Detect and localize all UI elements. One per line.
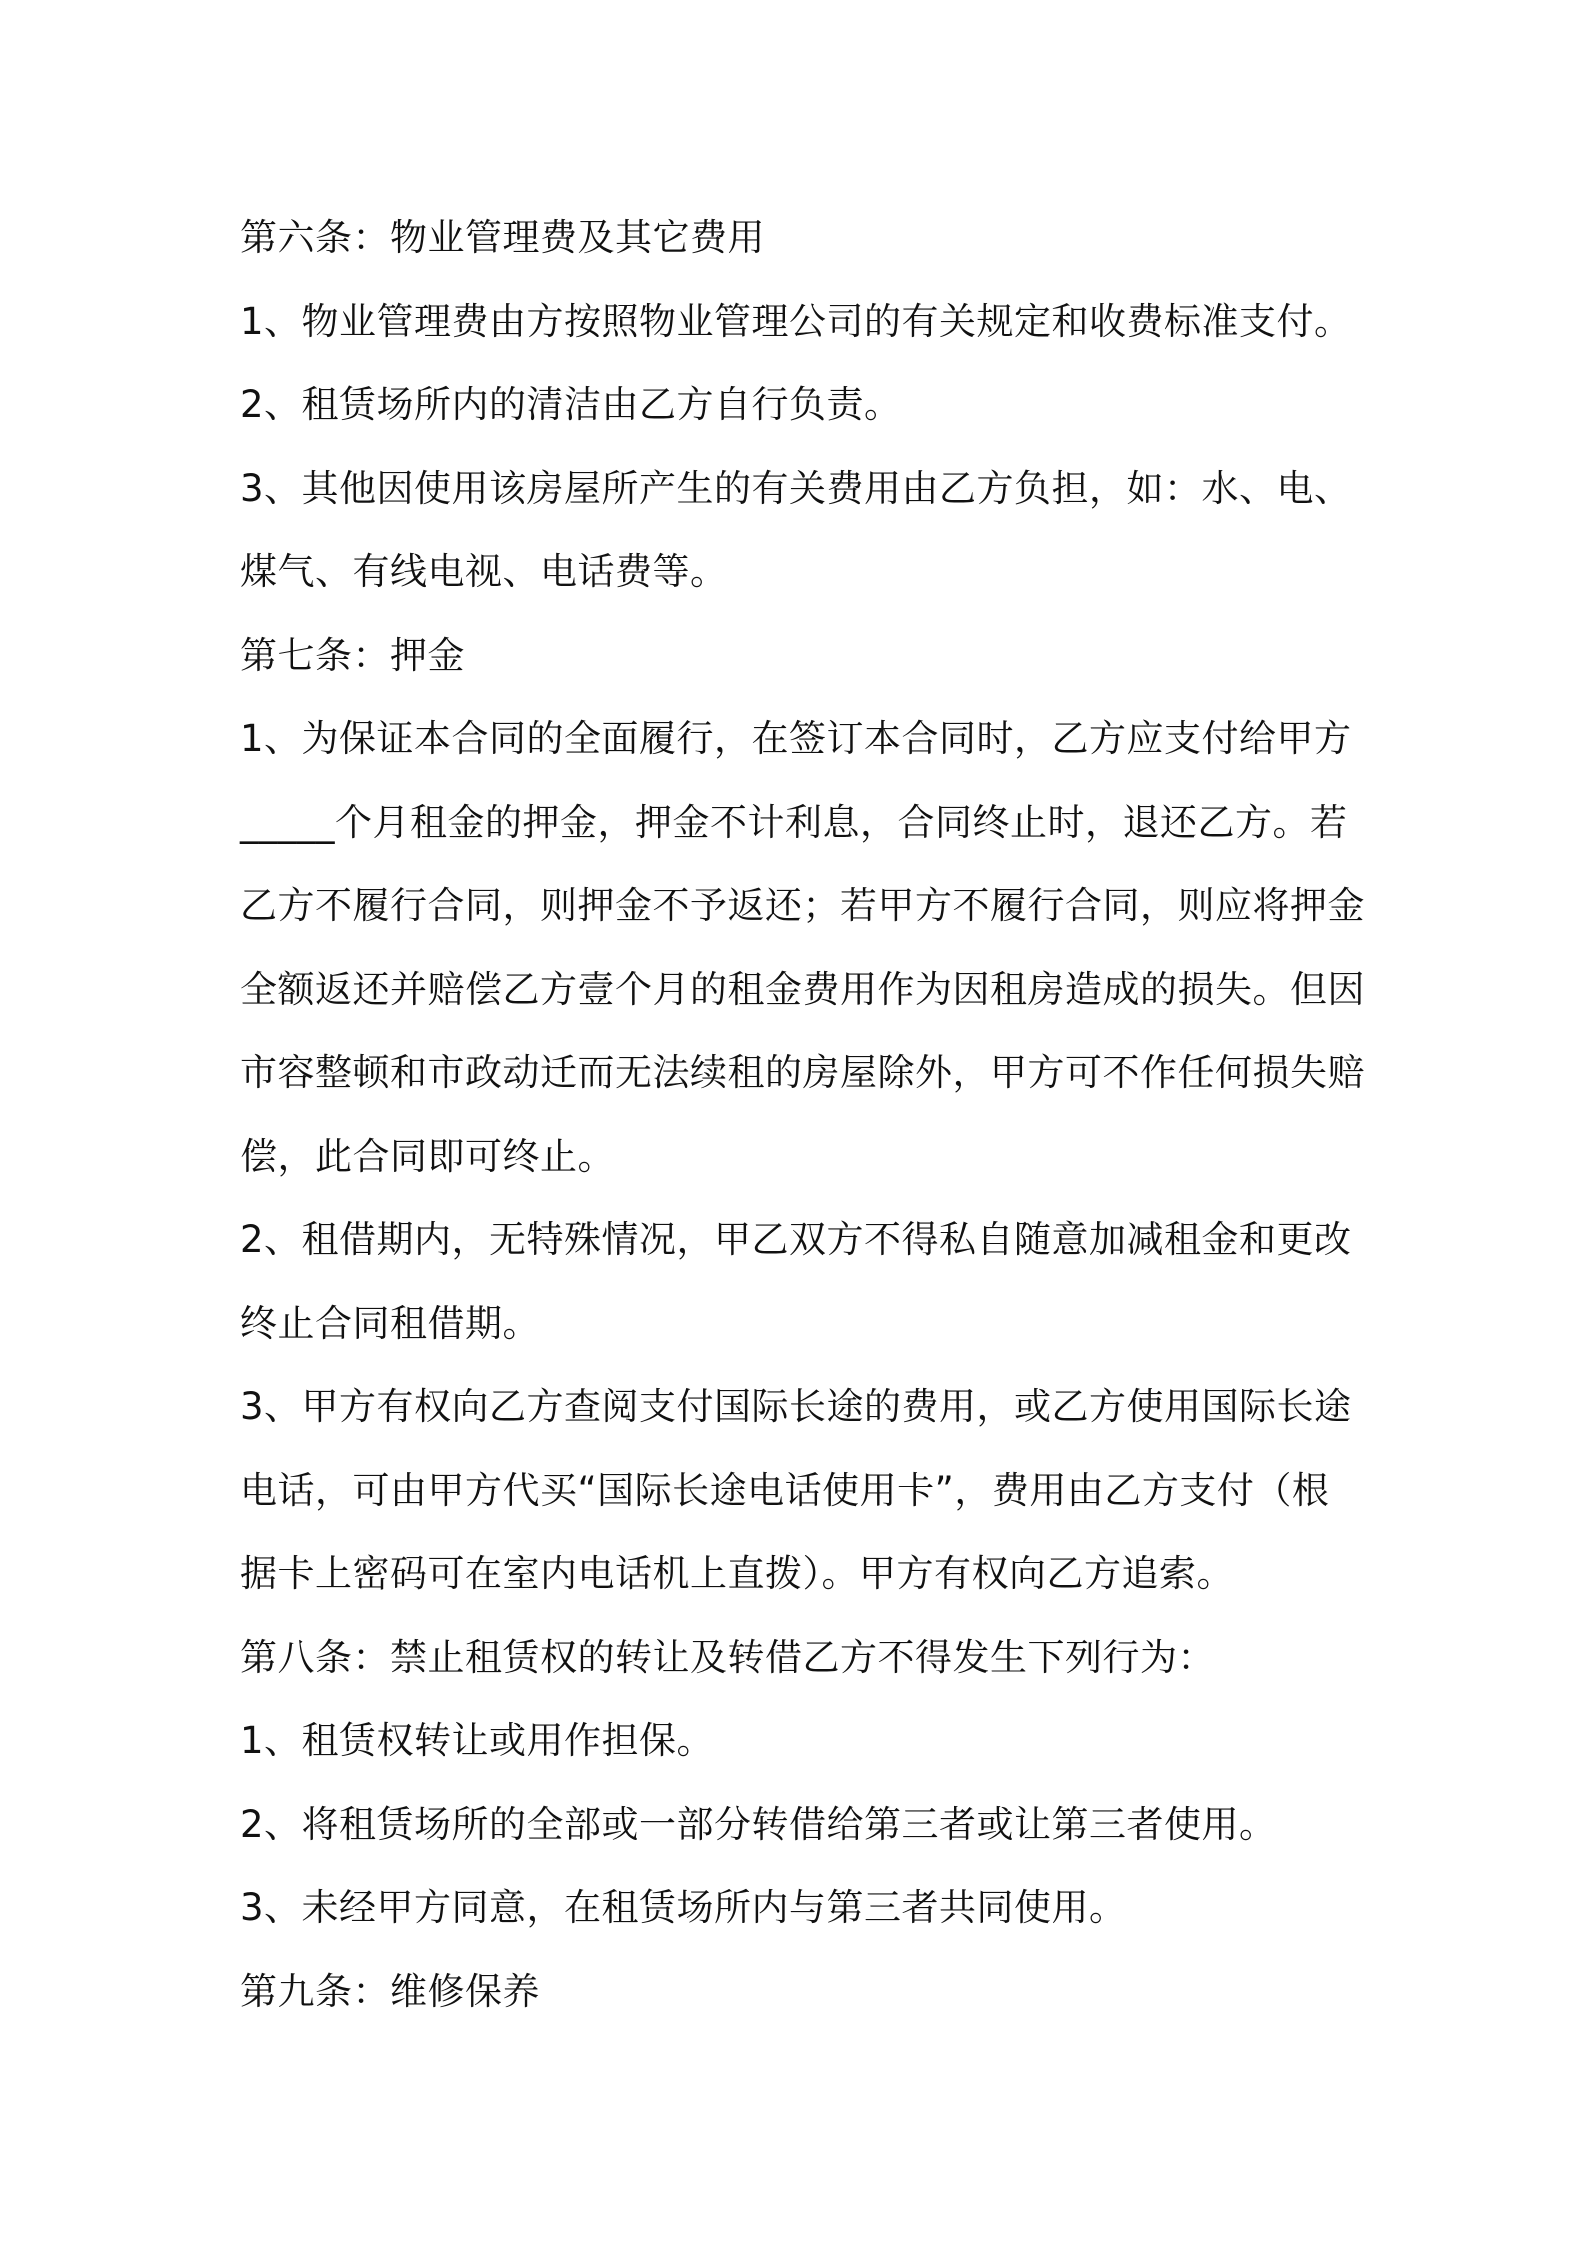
article-7-clause-1-line-4: 全额返还并赔偿乙方壹个月的租金费用作为因租房造成的损失。但因	[240, 967, 1365, 1011]
article-7-clause-1-line-6: 偿，此合同即可终止。	[240, 1134, 615, 1178]
article-7-clause-1-line-5: 市容整顿和市政动迁而无法续租的房屋除外，甲方可不作任何损失赔	[240, 1051, 1365, 1094]
article-7-heading: 第七条：押金	[240, 633, 465, 677]
article-7-clause-2-line-2: 终止合同租借期。	[240, 1301, 540, 1345]
article-8-clause-2: 2、将租赁场所的全部或一部分转借给第三者或让第三者使用。	[240, 1802, 1277, 1846]
article-7-clause-2-line-1: 2、租借期内，无特殊情况，甲乙双方不得私自随意加减租金和更改	[240, 1218, 1352, 1261]
article-7-clause-3-line-1: 3、甲方有权向乙方查阅支付国际长途的费用，或乙方使用国际长途	[240, 1385, 1352, 1428]
article-6-heading: 第六条：物业管理费及其它费用	[240, 216, 765, 259]
article-7-clause-1-line-1: 1、为保证本合同的全面履行，在签订本合同时，乙方应支付给甲方	[240, 717, 1352, 760]
article-7-clause-3-line-3: 据卡上密码可在室内电话机上直拨）。甲方有权向乙方追索。	[240, 1552, 1234, 1595]
article-6-clause-2: 2、租赁场所内的清洁由乙方自行负责。	[240, 383, 902, 426]
article-9-heading: 第九条：维修保养	[240, 1969, 540, 2013]
article-7-clause-1-line-3: 乙方不履行合同，则押金不予返还；若甲方不履行合同，则应将押金	[240, 884, 1365, 927]
article-8-heading: 第八条：禁止租赁权的转让及转借乙方不得发生下列行为：	[240, 1635, 1215, 1679]
article-7-clause-3-line-2: 电话，可由甲方代买“国际长途电话使用卡”，费用由乙方支付（根	[240, 1468, 1330, 1512]
document-page	[240, 196, 1370, 2033]
article-8-clause-1: 1、租赁权转让或用作担保。	[240, 1719, 715, 1762]
article-6-clause-3-line-2: 煤气、有线电视、电话费等。	[240, 550, 728, 593]
article-7-clause-1-line-2: _____个月租金的押金，押金不计利息，合同终止时，退还乙方。若	[240, 800, 1348, 844]
article-6-clause-1: 1、物业管理费由方按照物业管理公司的有关规定和收费标准支付。	[240, 299, 1352, 343]
article-6-clause-3-line-1: 3、其他因使用该房屋所产生的有关费用由乙方负担，如：水、电、	[240, 466, 1352, 510]
article-8-clause-3: 3、未经甲方同意，在租赁场所内与第三者共同使用。	[240, 1886, 1127, 1929]
